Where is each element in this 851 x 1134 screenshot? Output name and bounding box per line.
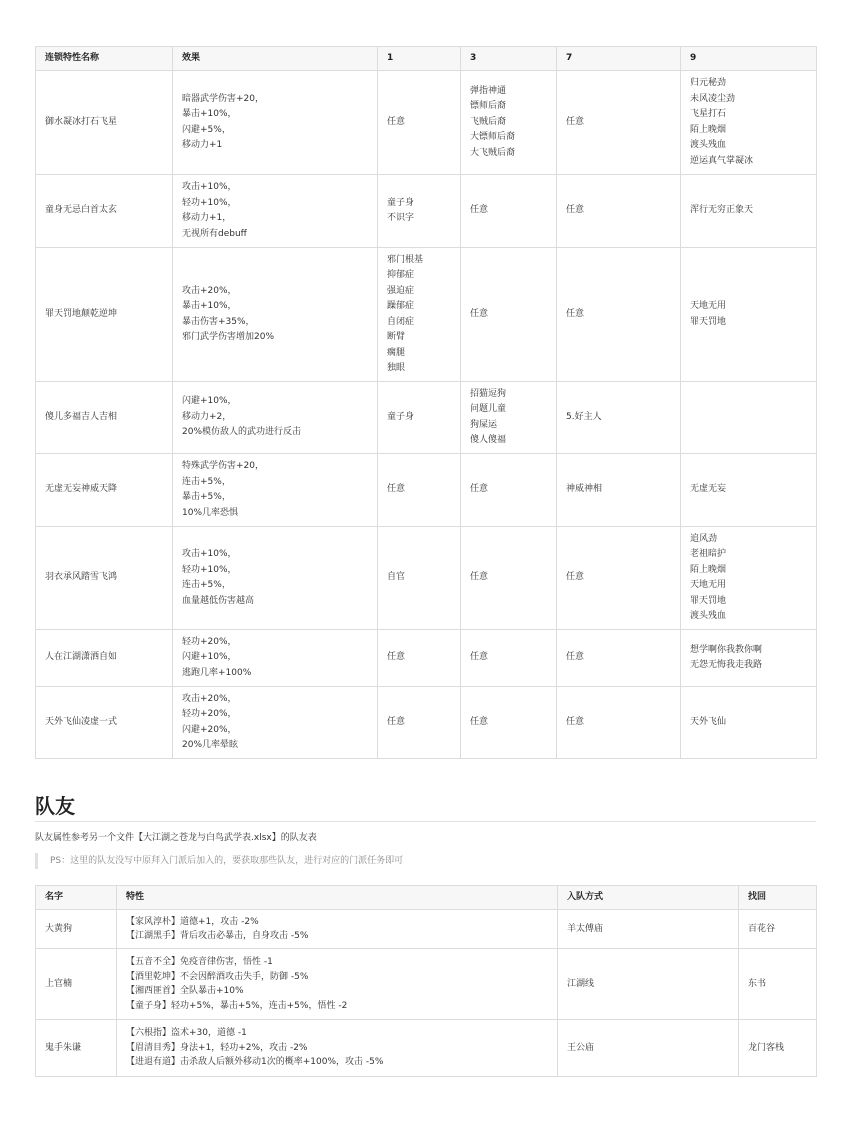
cell-line: 飞贼后裔 bbox=[470, 116, 507, 127]
header-cell: 找回 bbox=[739, 886, 817, 910]
cell-line: 暴击伤害+35%， bbox=[182, 316, 255, 327]
cell-line: 镖师后裔 bbox=[470, 101, 507, 112]
cell-line: 攻击+20%， bbox=[182, 285, 237, 296]
cell-line: 任意 bbox=[470, 308, 489, 319]
cell-line: 暴击+10%， bbox=[182, 301, 237, 311]
table-row bbox=[36, 527, 817, 630]
requirement-cell-c3 bbox=[461, 382, 557, 454]
header-cell: 9 bbox=[681, 47, 817, 71]
traits-cell bbox=[117, 949, 558, 1020]
cell-line: 狗屎运 bbox=[470, 419, 498, 430]
effect-cell bbox=[173, 687, 378, 759]
requirement-cell-c7 bbox=[557, 687, 681, 759]
cell-line: 浑行无穷正象天 bbox=[690, 205, 754, 216]
table-row bbox=[36, 910, 817, 949]
table-row bbox=[36, 382, 817, 454]
teammates-table bbox=[35, 885, 817, 1077]
cell-line: 陌上晚烟 bbox=[690, 124, 727, 135]
trait-line: 【进退有道】击杀敌人后额外移动1次的概率+100%，攻击 -5% bbox=[126, 1057, 384, 1068]
cell-line: 任意 bbox=[470, 716, 489, 727]
cell-line: 罪天罚地 bbox=[690, 316, 727, 327]
cell-line: 未风凌尘劲 bbox=[690, 93, 736, 104]
requirement-cell-c1 bbox=[378, 248, 461, 382]
requirement-cell-c1 bbox=[378, 175, 461, 248]
cell-line: 轻功+10%， bbox=[182, 197, 237, 208]
cell-line: 闪避+20%， bbox=[182, 724, 237, 735]
cell-line: 瘸腿 bbox=[387, 347, 406, 358]
cell-line: 任意 bbox=[566, 572, 585, 583]
cell-line: 追风劲 bbox=[690, 533, 718, 544]
requirement-cell-c3 bbox=[461, 630, 557, 687]
requirement-cell-c7 bbox=[557, 175, 681, 248]
cell-line: 轻功+20%， bbox=[182, 709, 237, 719]
cell-line: 大镖师后裔 bbox=[470, 132, 516, 143]
cell-line: 想学啊你我教你啊 bbox=[690, 644, 763, 655]
requirement-cell-c3 bbox=[461, 175, 557, 248]
cell-line: 强迫症 bbox=[387, 285, 415, 296]
cell-line: 大飞贼后裔 bbox=[470, 147, 516, 158]
trait-name-cell: 天外飞仙凌虚一式 bbox=[36, 687, 173, 759]
cell-line: 罪天罚地 bbox=[690, 595, 727, 606]
requirement-cell-c1 bbox=[378, 382, 461, 454]
cell-line: 天地无用 bbox=[690, 580, 727, 590]
trait-line: 【眉清目秀】身法+1，轻功+2%，攻击 -2% bbox=[126, 1042, 308, 1053]
trait-name-cell: 人在江湖潇洒自如 bbox=[36, 630, 173, 687]
requirement-cell-c3 bbox=[461, 454, 557, 527]
cell-line: 神威神相 bbox=[566, 484, 603, 495]
requirement-cell-c1 bbox=[378, 454, 461, 527]
trait-line: 【童子身】轻功+5%，暴击+5%，连击+5%，悟性 -2 bbox=[126, 1000, 348, 1011]
cell-line: 移动力+1， bbox=[182, 213, 232, 223]
cell-line: 20%几率晕眩 bbox=[182, 740, 239, 750]
table-row bbox=[36, 71, 817, 175]
requirement-cell-c3 bbox=[461, 527, 557, 630]
cell-line: 特殊武学伤害+20， bbox=[182, 461, 264, 471]
cell-line: 任意 bbox=[566, 716, 585, 727]
join-method-cell: 江湖线 bbox=[558, 949, 739, 1020]
header-cell: 效果 bbox=[173, 47, 378, 71]
cell-line: 无视所有debuff bbox=[182, 228, 247, 239]
trait-line: 【五音不全】免疫音律伤害，悟性 -1 bbox=[126, 957, 273, 967]
trait-line: 【湘西匪首】全队暴击+10% bbox=[126, 986, 244, 996]
join-method-cell: 羊太傅庙 bbox=[558, 910, 739, 949]
requirement-cell-c9 bbox=[681, 248, 817, 382]
trait-name-cell: 罪天罚地颠乾逆坤 bbox=[36, 248, 173, 382]
effect-cell bbox=[173, 454, 378, 527]
cell-line: 傻人傻福 bbox=[470, 435, 507, 445]
table-row bbox=[36, 248, 817, 382]
requirement-cell-c7 bbox=[557, 382, 681, 454]
cell-line: 闪避+5%， bbox=[182, 124, 231, 135]
cell-line: 逃跑几率+100% bbox=[182, 667, 252, 678]
requirement-cell-c1 bbox=[378, 687, 461, 759]
cell-line: 任意 bbox=[566, 116, 585, 127]
requirement-cell-c9 bbox=[681, 454, 817, 527]
requirement-cell-c9 bbox=[681, 71, 817, 175]
requirement-cell-c9 bbox=[681, 175, 817, 248]
requirement-cell-c9 bbox=[681, 382, 817, 454]
cell-line: 任意 bbox=[566, 652, 585, 663]
requirement-cell-c1 bbox=[378, 630, 461, 687]
cell-line: 飞星打石 bbox=[690, 109, 727, 119]
cell-line: 童子身 bbox=[387, 411, 415, 422]
header-cell: 名字 bbox=[36, 886, 117, 910]
trait-name-cell: 无虚无妄神威天降 bbox=[36, 454, 173, 527]
cell-line: 无虚无妄 bbox=[690, 484, 727, 495]
cell-line: 天外飞仙 bbox=[690, 716, 727, 727]
requirement-cell-c1 bbox=[378, 527, 461, 630]
cell-line: 移动力+2， bbox=[182, 411, 232, 422]
requirement-cell-c1 bbox=[378, 71, 461, 175]
cell-line: 陌上晚烟 bbox=[690, 564, 727, 575]
trait-name-cell: 御水凝冰打石飞星 bbox=[36, 71, 173, 175]
trait-name-cell: 童身无忌白首太玄 bbox=[36, 175, 173, 248]
note-blockquote: PS：这里的队友没写中原拜入门派后加入的，要获取那些队友，进行对应的门派任务即可 bbox=[35, 853, 403, 869]
cell-line: 任意 bbox=[566, 308, 585, 319]
cell-line: 任意 bbox=[470, 572, 489, 583]
teammate-name-cell: 大黄狗 bbox=[36, 910, 117, 949]
traits-cell bbox=[117, 1020, 558, 1077]
cell-line: 移动力+1 bbox=[182, 140, 223, 150]
chain-traits-table bbox=[35, 46, 817, 759]
recover-location-cell: 东书 bbox=[739, 949, 817, 1020]
trait-line: 【家风淳朴】道德+1，攻击 -2% bbox=[126, 916, 259, 927]
effect-cell bbox=[173, 248, 378, 382]
cell-line: 问题儿童 bbox=[470, 404, 507, 414]
cell-line: 老祖暗护 bbox=[690, 549, 727, 559]
header-cell: 连锁特性名称 bbox=[36, 47, 173, 71]
cell-line: 连击+5%， bbox=[182, 476, 231, 487]
cell-line: 攻击+10%， bbox=[182, 182, 237, 192]
effect-cell bbox=[173, 527, 378, 630]
cell-line: 任意 bbox=[387, 652, 406, 663]
requirement-cell-c9 bbox=[681, 687, 817, 759]
cell-line: 邪门武学伤害增加20% bbox=[182, 332, 275, 342]
recover-location-cell: 龙门客栈 bbox=[739, 1020, 817, 1077]
cell-line: 抑郁症 bbox=[387, 270, 415, 280]
cell-line: 闪避+10%， bbox=[182, 396, 237, 407]
requirement-cell-c7 bbox=[557, 248, 681, 382]
table-header-row bbox=[36, 886, 817, 910]
cell-line: 童子身 bbox=[387, 197, 415, 208]
header-cell: 3 bbox=[461, 47, 557, 71]
table-header-row bbox=[36, 47, 817, 71]
cell-line: 自官 bbox=[387, 572, 406, 583]
join-method-cell: 王公庙 bbox=[558, 1020, 739, 1077]
requirement-cell-c7 bbox=[557, 454, 681, 527]
trait-line: 【六根指】盗术+30，道德 -1 bbox=[126, 1028, 247, 1039]
header-cell: 特性 bbox=[117, 886, 558, 910]
header-cell: 入队方式 bbox=[558, 886, 739, 910]
cell-line: 弹指神通 bbox=[470, 85, 507, 96]
requirement-cell-c9 bbox=[681, 527, 817, 630]
requirement-cell-c3 bbox=[461, 71, 557, 175]
cell-line: 任意 bbox=[387, 116, 406, 127]
cell-line: 不识字 bbox=[387, 213, 415, 223]
effect-cell bbox=[173, 71, 378, 175]
cell-line: 5.好主人 bbox=[566, 411, 602, 422]
cell-line: 邪门根基 bbox=[387, 254, 424, 265]
cell-line: 20%模仿敌人的武功进行反击 bbox=[182, 427, 302, 438]
section-title: 队友 bbox=[35, 794, 75, 818]
requirement-cell-c7 bbox=[557, 71, 681, 175]
cell-line: 攻击+10%， bbox=[182, 549, 237, 559]
effect-cell bbox=[173, 630, 378, 687]
requirement-cell-c3 bbox=[461, 248, 557, 382]
cell-line: 归元秘劲 bbox=[690, 78, 727, 88]
cell-line: 任意 bbox=[387, 484, 406, 495]
cell-line: 暴击+10%， bbox=[182, 109, 237, 119]
cell-line: 招猫逗狗 bbox=[470, 388, 507, 399]
table-row bbox=[36, 630, 817, 687]
header-cell: 1 bbox=[378, 47, 461, 71]
traits-cell bbox=[117, 910, 558, 949]
cell-line: 暴击+5%， bbox=[182, 492, 231, 502]
cell-line: 渡头残血 bbox=[690, 611, 727, 621]
effect-cell bbox=[173, 382, 378, 454]
table-row bbox=[36, 454, 817, 527]
cell-line: 躁郁症 bbox=[387, 301, 415, 311]
cell-line: 任意 bbox=[387, 716, 406, 727]
cell-line: 独眼 bbox=[387, 363, 406, 373]
cell-line: 逆运真气掌凝冰 bbox=[690, 155, 754, 166]
requirement-cell-c7 bbox=[557, 630, 681, 687]
section-divider bbox=[35, 821, 816, 822]
table-row bbox=[36, 175, 817, 248]
header-cell: 7 bbox=[557, 47, 681, 71]
section-description: 队友属性参考另一个文件【大江湖之苍龙与白鸟武学表.xlsx】的队友表 bbox=[35, 833, 317, 843]
table-row bbox=[36, 687, 817, 759]
requirement-cell-c3 bbox=[461, 687, 557, 759]
trait-line: 【酒里乾坤】不会因醉酒攻击失手，防御 -5% bbox=[126, 971, 309, 982]
cell-line: 连击+5%， bbox=[182, 580, 231, 590]
cell-line: 任意 bbox=[470, 484, 489, 495]
cell-line: 任意 bbox=[470, 652, 489, 663]
trait-name-cell: 羽衣承风踏雪飞鸿 bbox=[36, 527, 173, 630]
teammate-name-cell: 鬼手朱谦 bbox=[36, 1020, 117, 1077]
table-row bbox=[36, 949, 817, 1020]
trait-name-cell: 傻儿多福吉人吉相 bbox=[36, 382, 173, 454]
teammate-name-cell: 上官楠 bbox=[36, 949, 117, 1020]
effect-cell bbox=[173, 175, 378, 248]
recover-location-cell: 百花谷 bbox=[739, 910, 817, 949]
cell-line: 闪避+10%， bbox=[182, 652, 237, 663]
cell-line: 暗器武学伤害+20， bbox=[182, 93, 264, 104]
cell-line: 轻功+10%， bbox=[182, 564, 237, 575]
cell-line: 任意 bbox=[566, 205, 585, 216]
cell-line: 轻功+20%， bbox=[182, 636, 237, 647]
cell-line: 自闭症 bbox=[387, 316, 415, 327]
cell-line: 攻击+20%， bbox=[182, 693, 237, 704]
cell-line: 无怨无悔我走我路 bbox=[690, 660, 763, 670]
cell-line: 断臂 bbox=[387, 332, 406, 342]
cell-line: 渡头残血 bbox=[690, 140, 727, 150]
requirement-cell-c7 bbox=[557, 527, 681, 630]
trait-line: 【江湖黑手】背后攻击必暴击，自身攻击 -5% bbox=[126, 931, 309, 941]
requirement-cell-c9 bbox=[681, 630, 817, 687]
cell-line: 10%几率恐惧 bbox=[182, 507, 239, 518]
table-row bbox=[36, 1020, 817, 1077]
cell-line: 天地无用 bbox=[690, 301, 727, 311]
cell-line: 任意 bbox=[470, 205, 489, 216]
cell-line: 血量越低伤害越高 bbox=[182, 595, 255, 606]
